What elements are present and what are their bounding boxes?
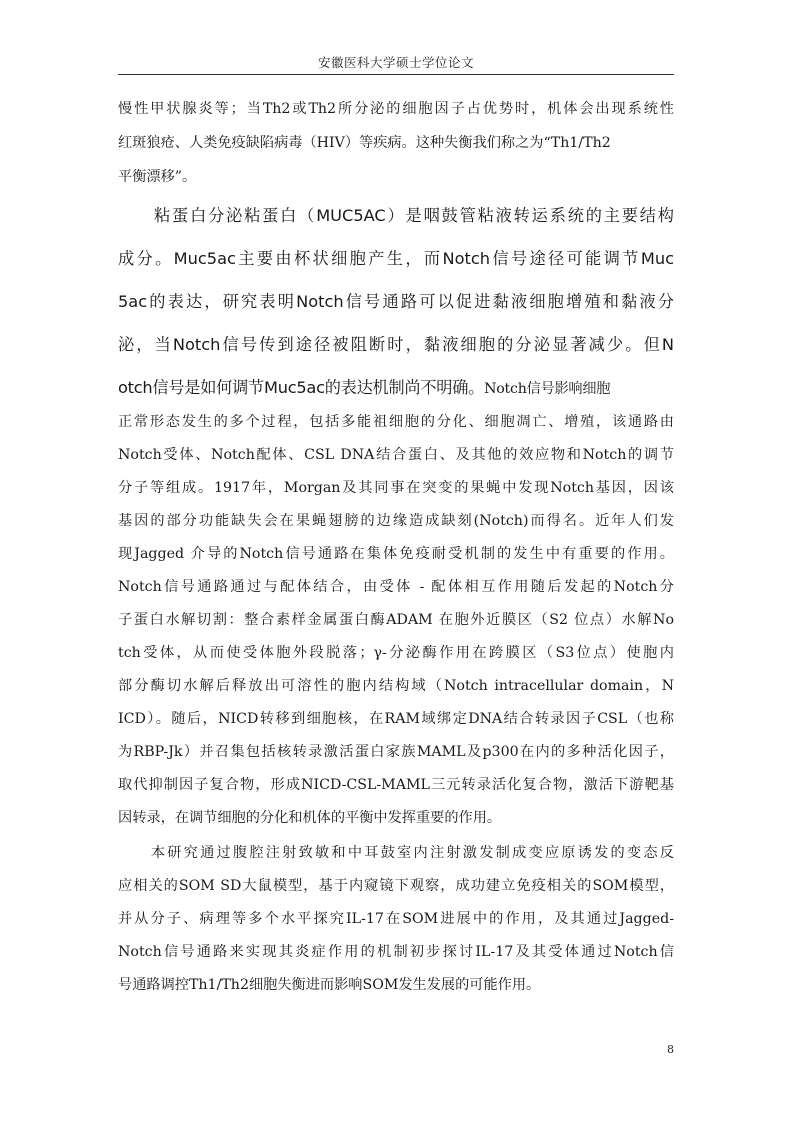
body-line: 子蛋白水解切割：整合素样金属蛋白酶ADAM 在胞外近膜区（S2 位点）水解No bbox=[118, 612, 674, 628]
body-line: 泌，当Notch信号传到途径被阻断时，黏液细胞的分泌显著减少。但N bbox=[118, 335, 674, 354]
body-line: 因转录，在调节细胞的分化和机体的平衡中发挥重要的作用。 bbox=[118, 810, 502, 826]
body-line: 并从分子、病理等多个水平探究IL-17在SOM进展中的作用，及其通过Jagged- bbox=[118, 911, 674, 927]
body-line: Notch受体、Notch配体、CSL DNA结合蛋白、及其他的效应物和Notch的调节 bbox=[118, 447, 674, 463]
body-line: 正常形态发生的多个过程，包括多能祖细胞的分化、细胞凋亡、增殖，该通路由 bbox=[118, 414, 674, 430]
body-line: 慢性甲状腺炎等；当Th2或Th2所分泌的细胞因子占优势时，机体会出现系统性 bbox=[118, 101, 674, 117]
body-line: 为RBP-Jk）并召集包括核转录激活蛋白家族MAML及p300在内的多种活化因子， bbox=[118, 744, 674, 760]
body-line-start: otch信号是如何调节Muc5ac的表达机制尚不明确。 bbox=[118, 378, 485, 397]
body-line: 取代抑制因子复合物，形成NICD-CSL-MAML三元转录活化复合物，激活下游靶基 bbox=[118, 777, 674, 793]
body-line: Notch信号通路来实现其炎症作用的机制初步探讨IL-17及其受体通过Notch信 bbox=[118, 944, 674, 960]
body-line: 部分酶切水解后释放出可溶性的胞内结构域（Notch intracellular domain，N bbox=[118, 678, 674, 694]
body-line: 本研究通过腹腔注射致敏和中耳鼓室内注射激发制成变应原诱发的变态反 bbox=[118, 845, 674, 861]
body-line: 成分。Muc5ac主要由杯状细胞产生，而Notch信号途径可能调节Muc bbox=[118, 249, 674, 268]
body-line-rest: Notch信号影响细胞 bbox=[484, 381, 611, 397]
body-line: 粘蛋白分泌粘蛋白（MUC5AC）是咽鼓管粘液转运系统的主要结构 bbox=[118, 206, 674, 225]
body-line: 平衡漂移”。 bbox=[118, 169, 197, 185]
body-line: 应相关的SOM SD大鼠模型，基于内窥镜下观察，成功建立免疫相关的SOM模型， bbox=[118, 878, 674, 894]
body-line: tch受体，从而使受体胞外段脱落；γ-分泌酶作用在跨膜区（S3位点）使胞内 bbox=[118, 645, 674, 661]
body-line: 基因的部分功能缺失会在果蝇翅膀的边缘造成缺刻(Notch)而得名。近年人们发 bbox=[118, 513, 674, 529]
body-line: Notch信号通路通过与配体结合，由受体 - 配体相互作用随后发起的Notch分 bbox=[118, 579, 674, 595]
body-line: 5ac的表达，研究表明Notch信号通路可以促进黏液细胞增殖和黏液分 bbox=[118, 292, 674, 311]
header-rule bbox=[118, 74, 674, 75]
running-header: 安徽医科大学硕士学位论文 bbox=[317, 55, 474, 70]
body-line: 红斑狼疮、人类免疫缺陷病毒（HIV）等疾病。这种失衡我们称之为“Th1/Th2 bbox=[118, 135, 611, 151]
body-line bbox=[118, 379, 674, 398]
body-line: 分子等组成。1917年，Morgan及其同事在突变的果蝇中发现Notch基因，因该 bbox=[118, 480, 674, 496]
body-line: ICD）。随后，NICD转移到细胞核，在RAM域绑定DNA结合转录因子CSL（也称 bbox=[118, 711, 674, 727]
body-line: 号通路调控Th1/Th2细胞失衡进而影响SOM发生发展的可能作用。 bbox=[118, 977, 541, 993]
page-number: 8 bbox=[667, 1043, 674, 1056]
body-line: 现Jagged 介导的Notch信号通路在集体免疫耐受机制的发生中有重要的作用。 bbox=[118, 546, 674, 562]
